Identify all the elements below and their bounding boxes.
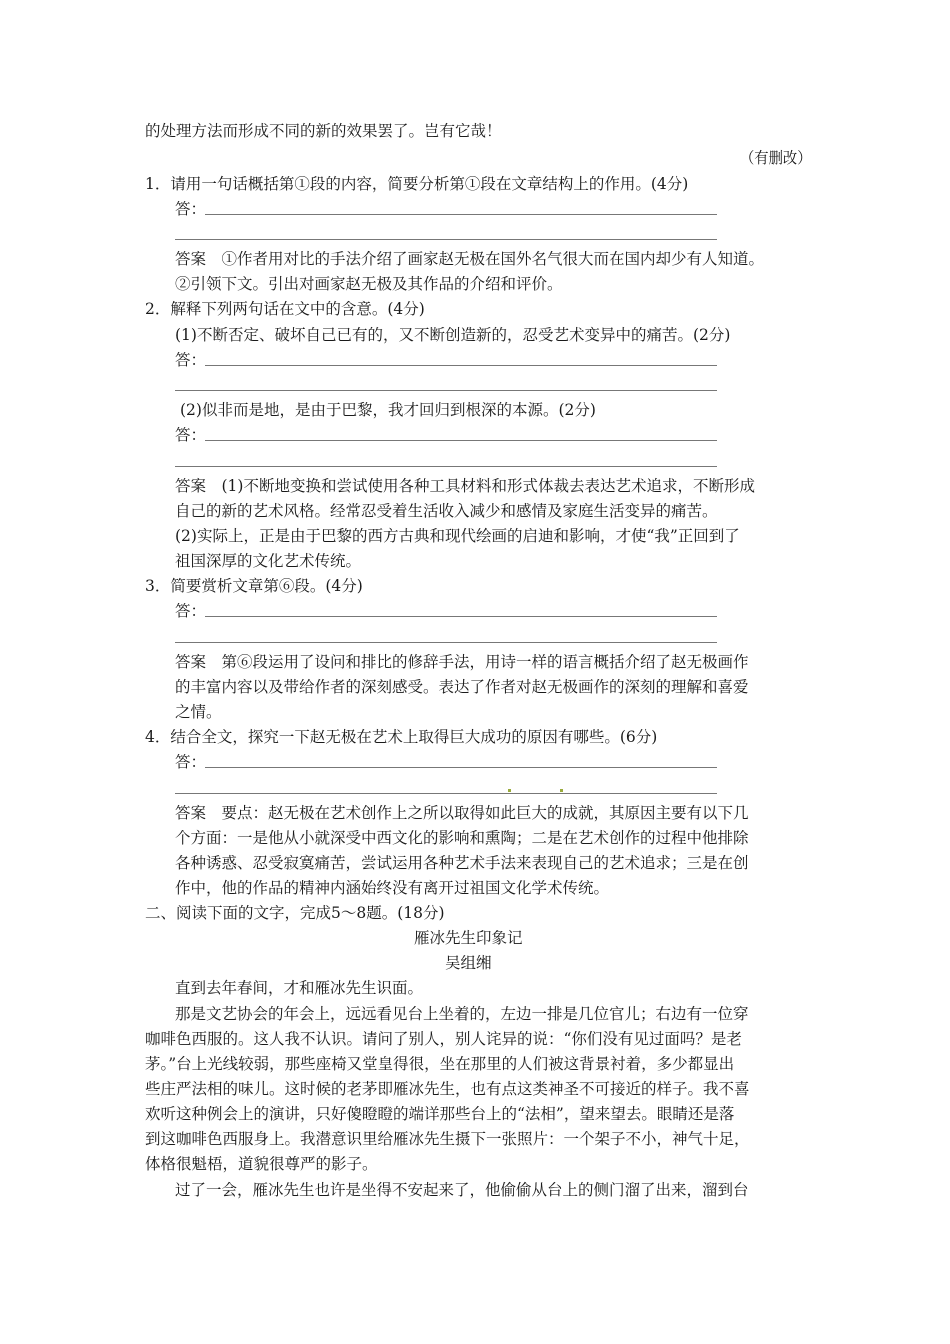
question-2: 2．解释下列两句话在文中的含意。(4分) — [145, 300, 425, 318]
answer-text-4d: 作中，他的作品的精神内涵始终没有离开过祖国文化学术传统。 — [175, 879, 610, 897]
intro-tail-text: 的处理方法而形成不同的新的效果罢了。岂有它哉！ — [145, 122, 502, 140]
answer-blank-line — [205, 440, 717, 441]
source-note: （有删改） — [740, 149, 812, 167]
answer-label-2b: 答： — [175, 426, 207, 444]
article-paragraph: 咖啡色西服的。这人我不认识。请问了别人，别人诧异的说：“你们没有见过面吗？是老 — [145, 1030, 742, 1048]
section-2-heading: 二、阅读下面的文字，完成5～8题。(18分) — [145, 904, 445, 922]
answer-label-3: 答： — [175, 602, 207, 620]
article-paragraph: 些庄严法相的味儿。这时候的老茅即雁冰先生，也有点这类神圣不可接近的样子。我不喜 — [145, 1080, 750, 1098]
answer-text-1b: ②引领下文。引出对画家赵无极及其作品的介绍和评价。 — [175, 275, 563, 293]
answer-label-2a: 答： — [175, 351, 207, 369]
answer-blank-line — [175, 642, 717, 643]
article-author: 吴组缃 — [445, 954, 492, 972]
answer-blank-line — [205, 365, 717, 366]
article-paragraph: 茅。”台上光线较弱，那些座椅又堂皇得很，坐在那里的人们被这背景衬着，多少都显出 — [145, 1055, 735, 1073]
answer-blank-line — [175, 390, 717, 391]
answer-label-1: 答： — [175, 200, 207, 218]
article-paragraph: 体格很魁梧，道貌很尊严的影子。 — [145, 1155, 378, 1173]
article-paragraph: 到这咖啡色西服身上。我潜意识里给雁冰先生摄下一张照片：一个架子不小，神气十足， — [145, 1130, 750, 1148]
answer-blank-line — [205, 616, 717, 617]
speck-mark — [560, 789, 563, 792]
question-2-sub-1: (1)不断否定、破坏自己已有的，又不断创造新的，忍受艺术变异中的痛苦。(2分) — [175, 326, 731, 344]
question-2-sub-2: (2)似非而是地，是由于巴黎，我才回归到根深的本源。(2分) — [180, 401, 596, 419]
answer-text-2a: 答案 (1)不断地变换和尝试使用各种工具材料和形式体裁去表达艺术追求，不断形成 — [175, 477, 755, 495]
article-paragraph: 那是文艺协会的年会上，远远看见台上坐着的，左边一排是几位官儿；右边有一位穿 — [175, 1005, 749, 1023]
answer-text-3b: 的丰富内容以及带给作者的深刻感受。表达了作者对赵无极画作的深刻的理解和喜爱 — [175, 678, 749, 696]
question-3: 3．简要赏析文章第⑥段。(4分) — [145, 577, 363, 595]
answer-text-1a: 答案 ①作者用对比的手法介绍了画家赵无极在国外名气很大而在国内却少有人知道。 — [175, 250, 765, 268]
answer-blank-line — [175, 239, 717, 240]
answer-text-4b: 个方面：一是他从小就深受中西文化的影响和熏陶；二是在艺术创作的过程中他排除 — [175, 829, 749, 847]
answer-text-2d: 祖国深厚的文化艺术传统。 — [175, 552, 362, 570]
article-paragraph: 欢听这种例会上的演讲，只好傻瞪瞪的端详那些台上的“法相”，望来望去。眼睛还是落 — [145, 1105, 735, 1123]
article-paragraph: 直到去年春间，才和雁冰先生识面。 — [175, 979, 424, 997]
speck-mark — [508, 789, 511, 792]
answer-text-2b: 自己的新的艺术风格。经常忍受着生活收入减少和感情及家庭生活变异的痛苦。 — [175, 502, 718, 520]
article-paragraph: 过了一会，雁冰先生也许是坐得不安起来了，他偷偷从台上的侧门溜了出来，溜到台 — [175, 1181, 749, 1199]
answer-text-3c: 之情。 — [175, 703, 222, 721]
answer-text-4c: 各种诱惑、忍受寂寞痛苦，尝试运用各种艺术手法来表现自己的艺术追求；三是在创 — [175, 854, 749, 872]
answer-text-4a: 答案 要点：赵无极在艺术创作上之所以取得如此巨大的成就，其原因主要有以下几 — [175, 804, 749, 822]
answer-text-2c: (2)实际上，正是由于巴黎的西方古典和现代绘画的启迪和影响，才使“我”正回到了 — [175, 527, 740, 545]
article-title: 雁冰先生印象记 — [414, 929, 523, 947]
question-4: 4．结合全文，探究一下赵无极在艺术上取得巨大成功的原因有哪些。(6分) — [145, 728, 658, 746]
answer-label-4: 答： — [175, 753, 207, 771]
answer-blank-line — [175, 466, 717, 467]
answer-blank-line — [205, 767, 717, 768]
answer-blank-line — [205, 214, 717, 215]
answer-text-3a: 答案 第⑥段运用了设问和排比的修辞手法，用诗一样的语言概括介绍了赵无极画作 — [175, 653, 749, 671]
question-1: 1．请用一句话概括第①段的内容，简要分析第①段在文章结构上的作用。(4分) — [145, 175, 689, 193]
answer-blank-line — [175, 793, 717, 794]
